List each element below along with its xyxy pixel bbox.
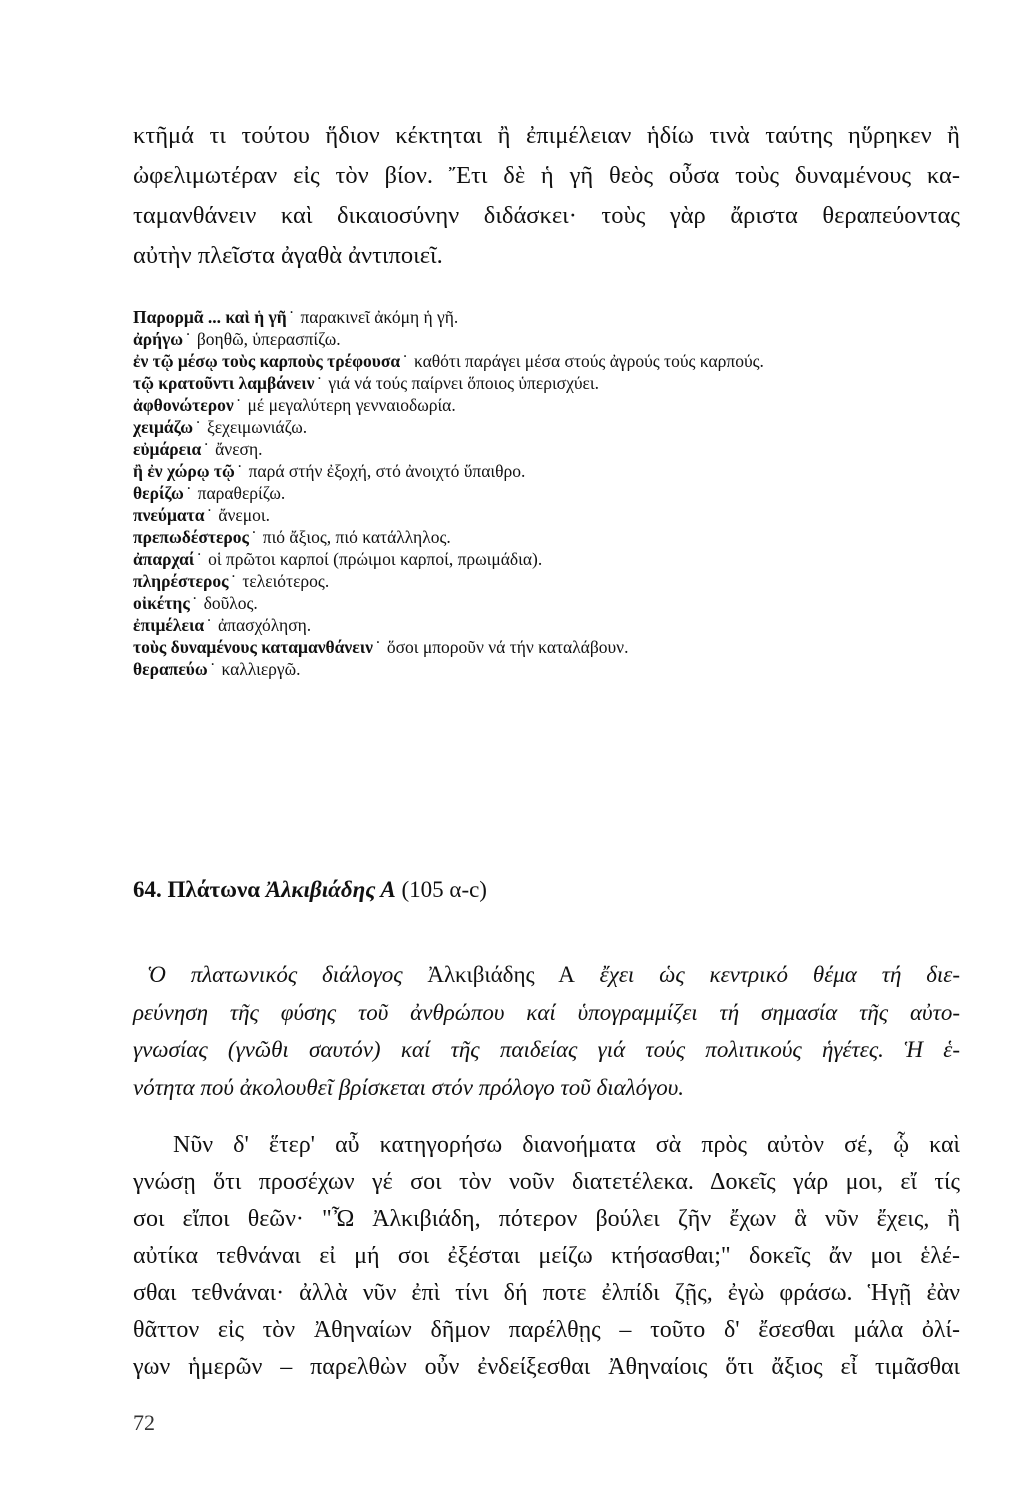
glossary-entry [133,592,960,614]
glossary-entry [133,504,960,526]
text-line: ὠφελιμωτέραν εἰς τὸν βίον. Ἔτι δὲ ἡ γῆ θεὸς οὖσα τοὺς δυναμένους κα- [133,162,960,189]
separator: ˙ [195,417,201,437]
glossary-definition: μέ μεγαλύτερη γενναιοδωρία. [247,395,456,415]
glossary-definition: ἄνεση. [215,439,263,459]
glossary-definition: βοηθῶ, ὑπερασπίζω. [196,329,341,349]
separator: ˙ [374,637,381,657]
glossary-entry [133,482,960,504]
glossary-entry [133,372,960,394]
work-title: Ἀλκιβιάδης Α [265,877,396,902]
glossary-term: τοὺς δυναμένους καταμανθάνειν [133,637,373,657]
text-line [133,956,960,994]
separator: ˙ [236,461,243,481]
section-heading [133,877,960,903]
separator: ˙ [230,571,237,591]
glossary [133,306,960,680]
page-number: 72 [133,1410,155,1435]
intro-text: Ὁ πλατωνικός διάλογος [147,962,428,987]
glossary-term: ἐν τῷ μέσῳ τοὺς καρποὺς τρέφουσα [133,351,401,371]
glossary-term: θεραπεύω [133,659,208,679]
glossary-term: χειμάζω [133,417,194,437]
separator: ˙ [402,351,408,371]
glossary-definition: πιό ἄξιος, πιό κατάλληλος. [262,527,451,547]
separator: ˙ [316,373,323,393]
glossary-definition: ἀπασχόληση. [217,615,312,635]
separator: ˙ [209,659,216,679]
separator: ˙ [191,593,198,613]
text-line: θᾶττον εἰς τὸν Ἀθηναίων δῆμον παρέλθῃς – τοῦτο δ' ἔσεσθαι μάλα ὀλί- [133,1317,960,1343]
glossary-entry [133,614,960,636]
glossary-definition: ξεχειμωνιάζω. [206,417,308,437]
separator: ˙ [235,395,242,415]
text-line: γνώσῃ ὅτι προσέχων γέ σοι τὸν νοῦν διατετέλεκα. Δοκεῖς γάρ μοι, εἴ τίς [133,1169,960,1195]
separator: ˙ [250,527,257,547]
glossary-definition: δοῦλος. [203,593,258,613]
intro-paragraph [133,956,960,1106]
separator: ˙ [206,615,212,635]
text-line: αὐτὴν πλεῖστα ἀγαθὰ ἀντιποιεῖ. [133,242,443,269]
glossary-entry [133,526,960,548]
separator: ˙ [185,329,191,349]
separator: ˙ [196,549,203,569]
glossary-entry [133,328,960,350]
section-reference: (105 α-c) [401,877,487,902]
glossary-term: πρεπωδέστερος [133,527,249,547]
text-line: γων ἡμερῶν – παρελθὼν οὖν ἐνδείξεσθαι Ἀθηναίοις ὅτι ἄξιος εἶ τιμᾶσθαι [133,1354,960,1380]
text-line: σθαι τεθνάναι· ἀλλὰ νῦν ἐπὶ τίνι δή ποτε ἐλπίδι ζῇς, ἐγὼ φράσω. Ἡγῇ ἐὰν [133,1280,960,1306]
glossary-term: ἐπιμέλεια [133,615,205,635]
glossary-entry [133,416,960,438]
glossary-term: οἰκέτης [133,593,190,613]
text-line: Νῦν δ' ἕτερ' αὖ κατηγορήσω διανοήματα σὰ πρὸς αὐτὸν σέ, ᾧ καὶ [173,1132,960,1158]
glossary-term: θερίζω [133,483,184,503]
glossary-definition: ἄνεμοι. [218,505,270,525]
glossary-definition: παρά στήν ἐξοχή, στό ἀνοιχτό ὕπαιθρο. [248,461,526,481]
separator: ˙ [185,483,192,503]
glossary-term: εὐμάρεια [133,439,202,459]
glossary-entry [133,394,960,416]
glossary-entry [133,306,960,328]
glossary-term: πληρέστερος [133,571,229,591]
glossary-definition: παρακινεῖ ἀκόμη ἡ γῆ. [300,307,459,327]
text-line: ταμανθάνειν καὶ δικαιοσύνην διδάσκει· τοὺς γὰρ ἄριστα θεραπεύοντας [133,202,960,229]
glossary-entry [133,570,960,592]
glossary-entry [133,548,960,570]
text-line: νότητα πού ἀκολουθεῖ βρίσκεται στόν πρόλογο τοῦ διαλόγου. [133,1074,685,1100]
text-line: ρεύνηση τῆς φύσης τοῦ ἀνθρώπου καί ὑπογραμμίζει τή σημασία τῆς αὐτο- [133,999,960,1025]
glossary-definition: καλλιεργῶ. [221,659,301,679]
separator: ˙ [203,439,210,459]
glossary-entry [133,658,960,680]
glossary-definition: παραθερίζω. [197,483,286,503]
glossary-term: ἀφθονώτερον [133,395,234,415]
glossary-term: ἀρήγω [133,329,184,349]
glossary-entry [133,438,960,460]
text-line: γνωσίας (γνῶθι σαυτόν) καί τῆς παιδείας γιά τούς πολιτικούς ἡγέτες. Ἡ ἑ- [133,1037,960,1062]
glossary-term: ἢ ἐν χώρῳ τῷ [133,461,235,481]
glossary-entry [133,350,960,372]
text-line: αὐτίκα τεθνάναι εἰ μή σοι ἐξέσται μείζω κτήσασθαι;" δοκεῖς ἄν μοι ἑλέ- [133,1243,960,1269]
glossary-definition: γιά νά τούς παίρνει ὅποιος ὑπερισχύει. [328,373,599,393]
glossary-entry [133,636,960,658]
top-paragraph [133,116,960,276]
glossary-definition: ὅσοι μποροῦν νά τήν καταλάβουν. [386,637,629,657]
glossary-definition: καθότι παράγει μέσα στούς ἀγρούς τούς καρπούς. [413,351,764,371]
work-title: Ἀλκιβιάδης Α [427,962,575,987]
separator: ˙ [288,307,295,327]
separator: ˙ [206,505,213,525]
main-text [133,1127,960,1386]
glossary-entry [133,460,960,482]
text-line: σοι εἴποι θεῶν· "Ὦ Ἀλκιβιάδη, πότερον βούλει ζῆν ἔχων ἃ νῦν ἔχεις, ἢ [133,1206,960,1232]
glossary-definition: τελειότερος. [242,571,330,591]
glossary-definition: οἱ πρῶτοι καρποί (πρώιμοι καρποί, πρωιμάδια). [208,549,543,569]
glossary-term: Παρορμᾶ ... καὶ ἡ γῆ [133,307,287,327]
text-line: κτῆμά τι τούτου ἥδιον κέκτηται ἢ ἐπιμέλειαν ἡδίω τινὰ ταύτης ηὕρηκεν ἢ [133,122,960,149]
glossary-term: ἀπαρχαί [133,549,195,569]
intro-text: ἔχει ὡς κεντρικό θέμα τή διε- [574,962,960,987]
glossary-term: τῷ κρατοῦντι λαμβάνειν [133,373,315,393]
section-number: 64. Πλάτωνα [133,877,261,902]
glossary-term: πνεύματα [133,505,205,525]
